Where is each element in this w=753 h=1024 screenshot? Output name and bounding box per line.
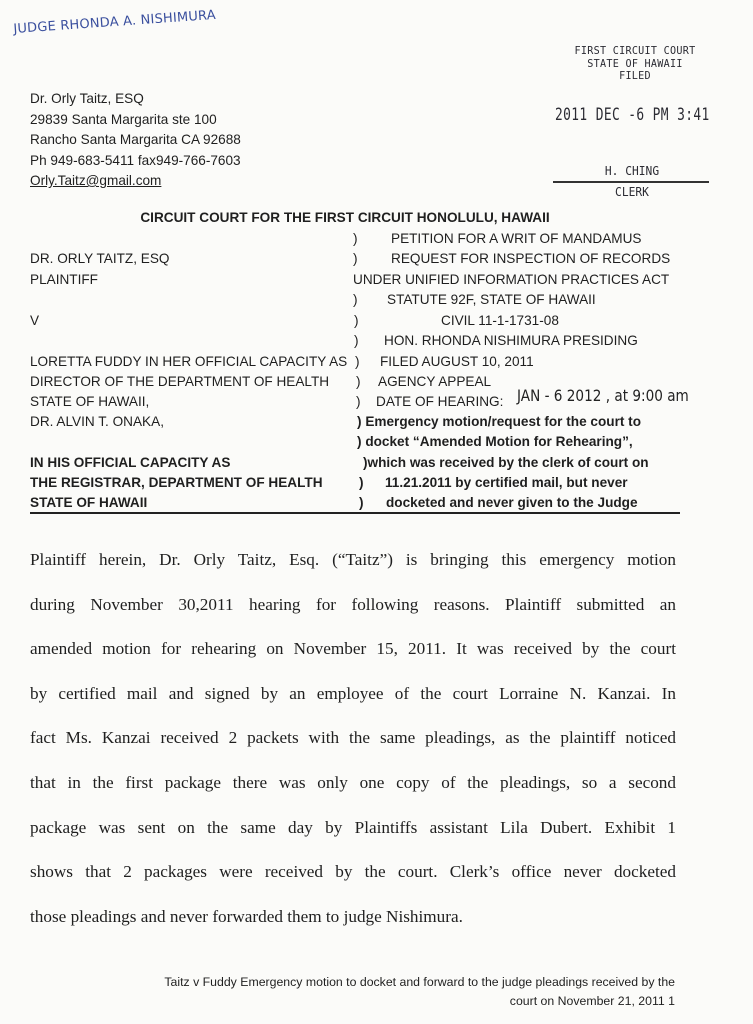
defendant2-line1: DR. ALVIN T. ONAKA,	[30, 414, 164, 429]
attorney-phone: Ph 949-683-5411 fax949-766-7603	[30, 152, 241, 168]
hearing-date-handwritten: JAN - 6 2012 , at 9:00 am	[517, 386, 689, 405]
caption-rule	[30, 512, 680, 514]
motion-line3	[363, 455, 649, 470]
filed-stamp-clerk-title: CLERK	[615, 184, 649, 199]
footer-line2: court on November 21, 2011 1	[509, 994, 675, 1008]
body-line: package was sent on the same day by Plaintiffs assistant Lila Dubert. Exhibit 1	[30, 817, 676, 837]
civil-number: CIVIL 11-1-1731-08	[441, 313, 559, 328]
motion-line2	[357, 434, 633, 449]
request-title: REQUEST FOR INSPECTION OF RECORDS	[391, 251, 671, 266]
presiding-judge: HON. RHONDA NISHIMURA PRESIDING	[384, 333, 638, 348]
defendant2-line2: IN HIS OFFICIAL CAPACITY AS	[30, 455, 231, 470]
plaintiff-role: PLAINTIFF	[30, 272, 98, 287]
filed-date: FILED AUGUST 10, 2011	[380, 354, 534, 369]
defendant1-line1: LORETTA FUDDY IN HER OFFICIAL CAPACITY AS	[30, 354, 348, 369]
attorney-street: 29839 Santa Margarita ste 100	[30, 111, 217, 127]
filed-stamp-filed: FILED	[619, 69, 651, 82]
defendant2-line4: STATE OF HAWAII	[30, 495, 148, 510]
versus: V	[30, 313, 40, 328]
caption-paren: )	[353, 251, 358, 266]
caption-paren: )	[357, 434, 362, 449]
body-line: that in the first package there was only one copy of the pleadings, so a second	[30, 772, 676, 792]
body-line: fact Ms. Kanzai received 2 packets with the same pleadings, as the plaintiff noticed	[30, 728, 676, 748]
attorney-block	[30, 89, 241, 192]
plaintiff-name: DR. ORLY TAITZ, ESQ	[30, 251, 170, 266]
body-paragraph	[30, 538, 676, 939]
attorney-email-link[interactable]: Orly.Taitz@gmail.com	[30, 173, 162, 188]
caption-paren: )	[357, 414, 362, 429]
petition-title: PETITION FOR A WRIT OF MANDAMUS	[391, 231, 642, 246]
court-heading: CIRCUIT COURT FOR THE FIRST CIRCUIT HONOLULU, HAWAII	[140, 210, 550, 225]
under-act: UNDER UNIFIED INFORMATION PRACTICES ACT	[353, 272, 670, 287]
body-line: those pleadings and never forwarded them to judge Nishimura.	[30, 906, 463, 926]
footer-line1: Taitz v Fuddy Emergency motion to docket and forward to the judge pleadings received by the	[164, 975, 675, 989]
body-line: during November 30,2011 hearing for following reasons. Plaintiff submitted an	[30, 594, 676, 614]
caption-paren: )	[359, 475, 364, 490]
attorney-city: Rancho Santa Margarita CA 92688	[30, 132, 241, 147]
defendant1-line3: STATE OF HAWAII,	[30, 394, 150, 409]
motion-text-1: Emergency motion/request for the court to	[365, 414, 641, 429]
page-footer	[40, 973, 675, 1011]
motion-text-2: docket “Amended Motion for Rehearing”,	[365, 434, 633, 449]
body-line: shows that 2 packages were received by the court. Clerk’s office never docketed	[30, 862, 676, 882]
caption-paren: )	[354, 313, 359, 328]
body-line: by certified mail and signed by an employee of the court Lorraine N. Kanzai. In	[30, 683, 676, 703]
motion-line1	[357, 414, 641, 429]
filed-stamp-court-line2: STATE OF HAWAII	[587, 56, 683, 70]
hearing-label: DATE OF HEARING:	[376, 394, 504, 409]
caption-paren: )	[355, 354, 360, 369]
motion-text-4: 11.21.2011 by certified mail, but never	[385, 475, 628, 490]
statute: STATUTE 92F, STATE OF HAWAII	[387, 292, 596, 307]
motion-text-3: which was received by the clerk of court on	[367, 455, 649, 470]
filed-stamp-clerk-name: H. CHING	[604, 163, 660, 178]
filed-stamp-divider	[553, 181, 709, 183]
body-line: amended motion for rehearing on November 15, 2011. It was received by the court	[30, 639, 676, 659]
caption-paren: )	[353, 292, 358, 307]
defendant2-line3: THE REGISTRAR, DEPARTMENT OF HEALTH	[30, 475, 323, 490]
caption-paren: )	[354, 333, 359, 348]
filed-stamp-court-line1: FIRST CIRCUIT COURT	[574, 44, 696, 57]
caption-paren: )	[359, 495, 364, 510]
caption-paren: )	[356, 374, 361, 389]
caption-paren: )	[356, 394, 361, 409]
body-line: Plaintiff herein, Dr. Orly Taitz, Esq. (“Taitz”) is bringing this emergency motion	[30, 550, 676, 569]
judge-stamp: JUDGE RHONDA A. NISHIMURA	[12, 7, 217, 37]
filed-stamp-datetime: 2011 DEC -6 PM 3:41	[555, 105, 710, 124]
agency-appeal: AGENCY APPEAL	[378, 374, 492, 389]
motion-text-5: docketed and never given to the Judge	[386, 495, 638, 510]
filed-stamp-court	[548, 45, 723, 83]
caption-paren: )	[363, 455, 368, 470]
caption-paren: )	[353, 231, 358, 246]
attorney-name: Dr. Orly Taitz, ESQ	[30, 91, 144, 106]
defendant1-line2: DIRECTOR OF THE DEPARTMENT OF HEALTH	[30, 374, 330, 389]
